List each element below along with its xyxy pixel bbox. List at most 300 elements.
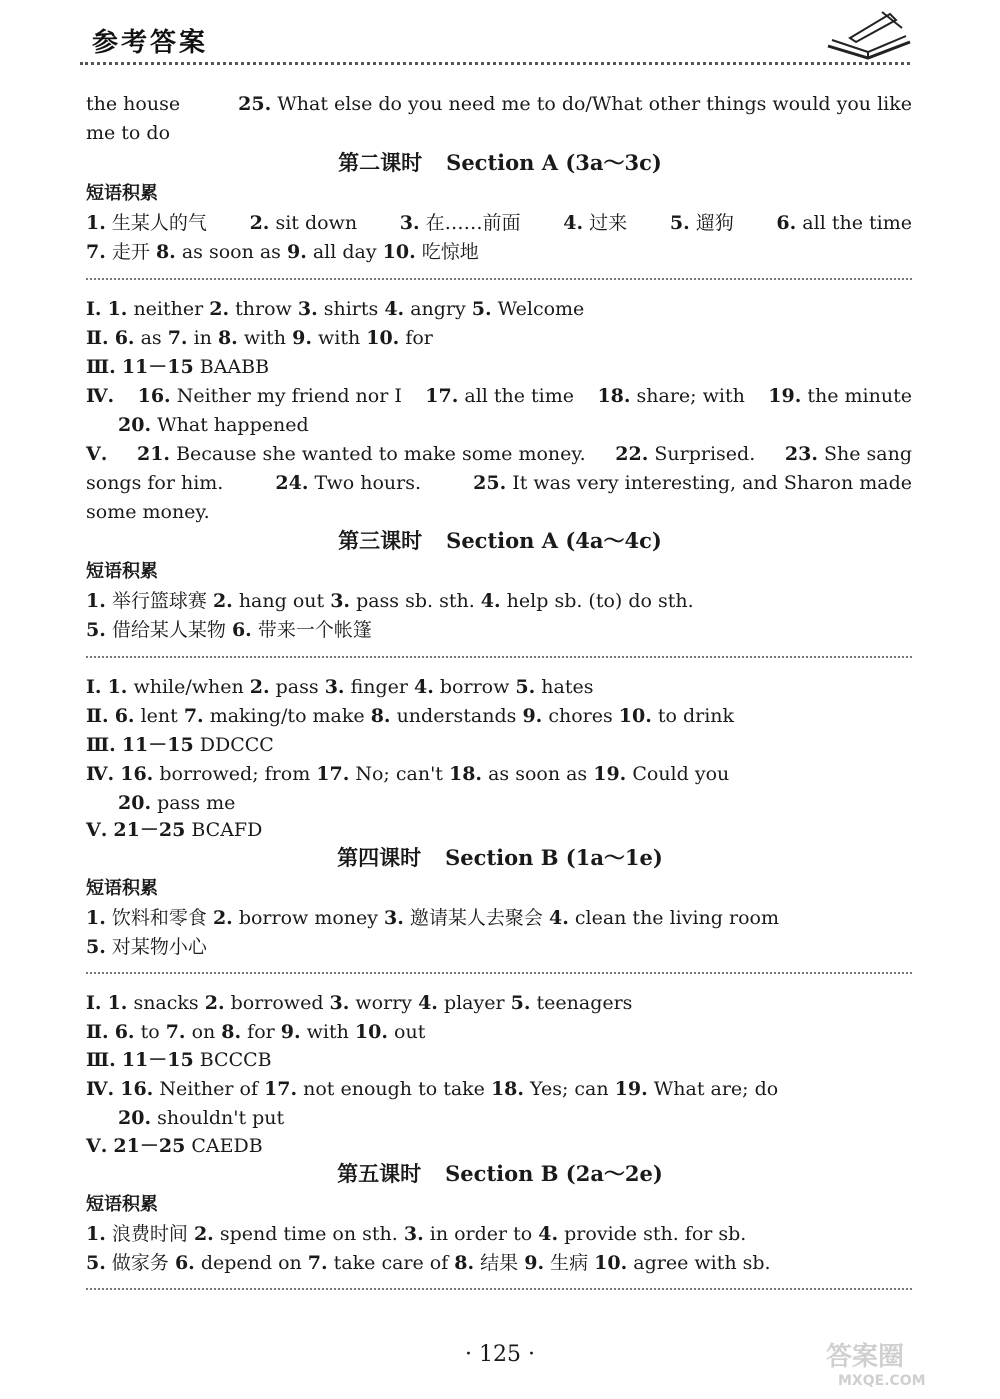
answer-item <box>120 1078 264 1100</box>
item-text: What else do you need me to do/What other things would you like <box>271 93 912 115</box>
item-text: What are; do <box>647 1078 779 1100</box>
answer-item <box>538 1223 746 1245</box>
section-title <box>0 1161 1000 1187</box>
item-text: 走开 <box>105 241 156 263</box>
item-number: 19. <box>768 385 802 407</box>
item-text: 对某物小心 <box>105 936 207 958</box>
item-text: the minute <box>801 385 912 407</box>
item-number: 20. <box>118 414 152 436</box>
item-number: 3. <box>324 676 345 698</box>
item-text: borrowed <box>224 992 330 1014</box>
item-text: BCAFD <box>185 819 263 841</box>
item-number: Ⅴ. <box>86 1135 108 1157</box>
item-number: 3. <box>297 298 318 320</box>
item-number: 1. <box>107 298 128 320</box>
answer-item <box>250 211 358 235</box>
item-number: 1. <box>86 1223 106 1245</box>
item-number: 2. <box>204 992 225 1014</box>
answer-item <box>86 471 223 495</box>
item-number: 17. <box>425 385 459 407</box>
answer-item <box>86 501 210 523</box>
answer-item <box>184 705 371 727</box>
item-text: teenagers <box>530 992 633 1014</box>
answer-item <box>209 298 298 320</box>
item-text: 做家务 <box>105 1252 175 1274</box>
item-number: 17. <box>264 1078 298 1100</box>
item-text: with <box>311 327 367 349</box>
answer-item <box>383 241 479 263</box>
item-number: 16. <box>120 1078 154 1100</box>
answer-item <box>118 792 235 814</box>
answer-item <box>330 590 481 612</box>
item-text: Because she wanted to make some money. <box>170 443 586 465</box>
answer-item <box>425 384 574 408</box>
item-number: 2. <box>209 298 230 320</box>
item-text: 在……前面 <box>419 212 521 234</box>
answer-item <box>404 1223 538 1245</box>
item-number: 21－25 <box>113 1135 186 1157</box>
answer-item <box>298 298 384 320</box>
item-number: 11－15 <box>121 734 194 756</box>
answer-line <box>86 326 912 350</box>
item-number: Ⅳ. <box>86 1078 115 1100</box>
item-text: making/to make <box>203 705 371 727</box>
phrase-label: 短语积累 <box>86 561 158 582</box>
item-number: 9. <box>522 705 543 727</box>
item-number: 4. <box>384 298 405 320</box>
answer-item <box>511 992 633 1014</box>
answer-item <box>473 471 912 495</box>
item-number: 8. <box>217 327 238 349</box>
answer-item <box>113 1135 262 1157</box>
item-number: 2. <box>212 590 233 612</box>
answer-line <box>86 935 912 959</box>
answer-item <box>384 298 471 320</box>
item-number: 16. <box>137 385 171 407</box>
answer-line <box>86 442 912 466</box>
answer-line <box>86 1222 912 1246</box>
answer-item <box>418 992 511 1014</box>
item-text: Surprised. <box>648 443 756 465</box>
item-number: Ⅱ. <box>86 705 109 727</box>
item-text: borrow <box>433 676 516 698</box>
answer-line <box>86 1077 912 1101</box>
item-text: while/when <box>127 676 250 698</box>
item-text: She sang <box>817 443 912 465</box>
lesson-label: 第四课时 <box>337 846 422 870</box>
answer-item <box>86 122 170 144</box>
answer-line <box>86 500 912 524</box>
item-text: for <box>241 1021 281 1043</box>
item-text: What happened <box>151 414 309 436</box>
item-text: 过来 <box>583 212 628 234</box>
answer-item <box>515 676 593 698</box>
item-number: 2. <box>193 1223 214 1245</box>
item-number: 19. <box>593 763 627 785</box>
item-number: Ⅳ. <box>86 763 115 785</box>
item-text: pass sb. sth. <box>350 590 481 612</box>
item-number: 9. <box>524 1252 545 1274</box>
lesson-label: 第二课时 <box>338 151 423 175</box>
item-text: 浪费时间 <box>105 1223 194 1245</box>
section-title <box>0 150 1000 176</box>
answer-item <box>156 241 287 263</box>
section-title <box>0 845 1000 871</box>
answer-line <box>86 618 912 642</box>
item-number: 2. <box>249 212 270 234</box>
answer-line <box>86 704 912 728</box>
answer-item <box>86 992 108 1014</box>
item-number: 17. <box>316 763 350 785</box>
item-number: 4. <box>563 212 584 234</box>
item-text: help sb. (to) do sth. <box>500 590 694 612</box>
item-number: 18. <box>448 763 483 785</box>
phrase-label: 短语积累 <box>86 1194 158 1215</box>
answer-item <box>115 705 184 727</box>
answer-item <box>86 1135 113 1157</box>
answer-item <box>221 1021 280 1043</box>
item-text: to <box>134 1021 166 1043</box>
item-text: Could you <box>626 763 730 785</box>
item-number: 21－25 <box>113 819 186 841</box>
answer-line <box>86 92 912 116</box>
item-text: 生病 <box>544 1252 595 1274</box>
answer-item <box>86 907 213 929</box>
item-number: 8. <box>454 1252 475 1274</box>
answer-item <box>166 1021 222 1043</box>
answer-line <box>86 1251 912 1275</box>
answer-line <box>86 211 912 235</box>
item-number: 9. <box>280 1021 301 1043</box>
item-text: Welcome <box>491 298 585 320</box>
answer-line <box>118 791 912 815</box>
item-number: 9. <box>286 241 307 263</box>
item-text: 遛狗 <box>689 212 734 234</box>
answer-item <box>281 1021 355 1043</box>
header-title: 参考答案 <box>92 28 209 58</box>
item-number: 10. <box>366 327 400 349</box>
item-number: 11－15 <box>121 356 194 378</box>
item-text: CAEDB <box>185 1135 263 1157</box>
item-text: me to do <box>86 122 171 144</box>
item-text: share; with <box>630 385 745 407</box>
answer-item <box>118 1107 284 1129</box>
answer-line <box>86 906 912 930</box>
answer-item <box>384 907 549 929</box>
answer-item <box>86 92 180 116</box>
answer-item <box>213 590 330 612</box>
item-number: Ⅱ. <box>86 327 109 349</box>
answer-line <box>86 675 912 699</box>
phrase-label: 短语积累 <box>86 183 158 204</box>
answer-line <box>86 297 912 321</box>
answer-line <box>86 355 912 379</box>
item-text: the house <box>86 93 181 115</box>
answer-item <box>218 327 292 349</box>
item-number: 5. <box>515 676 536 698</box>
section-label: Section B (1a～1e) <box>445 845 663 870</box>
answer-item <box>549 907 779 929</box>
item-text: pass <box>269 676 325 698</box>
answer-item <box>168 327 218 349</box>
book-pen-icon <box>820 8 916 62</box>
item-number: 20. <box>118 792 152 814</box>
item-text: out <box>387 1021 426 1043</box>
answer-line <box>86 762 912 786</box>
item-number: 25. <box>238 93 272 115</box>
answer-item <box>108 992 205 1014</box>
answer-item <box>86 1252 175 1274</box>
item-number: 1. <box>86 212 106 234</box>
item-number: 5. <box>86 619 106 641</box>
item-number: 7. <box>86 241 106 263</box>
answer-item <box>366 327 433 349</box>
item-number: 25. <box>473 472 507 494</box>
item-text: to drink <box>651 705 735 727</box>
item-number: 4. <box>548 907 569 929</box>
answer-item <box>593 763 729 785</box>
answer-item <box>316 763 449 785</box>
item-number: 9. <box>292 327 312 349</box>
item-text: in <box>187 327 218 349</box>
item-number: 3. <box>403 1223 424 1245</box>
item-text: with <box>237 327 293 349</box>
item-text: shouldn't put <box>151 1107 285 1129</box>
answer-line <box>86 240 912 264</box>
item-number: 8. <box>221 1021 242 1043</box>
item-number: 4. <box>418 992 438 1014</box>
item-text: hates <box>535 676 594 698</box>
item-text: provide sth. for sb. <box>558 1223 747 1245</box>
item-text: for <box>399 327 433 349</box>
item-number: 11－15 <box>121 1049 194 1071</box>
item-number: 19. <box>614 1078 648 1100</box>
phrase-label: 短语积累 <box>86 878 158 899</box>
answer-item <box>120 763 316 785</box>
answer-item <box>86 1049 122 1071</box>
answer-item <box>86 241 156 263</box>
answer-item <box>86 327 115 349</box>
item-text: neither <box>127 298 210 320</box>
item-text: lent <box>134 705 184 727</box>
answer-item <box>122 734 274 756</box>
answer-line <box>86 733 912 757</box>
answer-item <box>287 241 383 263</box>
answer-item <box>118 414 309 436</box>
answer-item <box>308 1252 455 1274</box>
item-text: clean the living room <box>568 907 779 929</box>
item-number: 20. <box>118 1107 152 1129</box>
item-number: 4. <box>414 676 434 698</box>
answer-item <box>194 1223 404 1245</box>
header-divider <box>80 62 910 65</box>
item-number: 1. <box>107 992 128 1014</box>
answer-item <box>232 619 372 641</box>
answer-item <box>86 619 232 641</box>
item-number: Ⅰ. <box>86 298 102 320</box>
answer-item <box>619 705 734 727</box>
item-text: all the time <box>458 385 575 407</box>
answer-item <box>776 211 912 235</box>
item-text: player <box>437 992 511 1014</box>
item-number: 18. <box>490 1078 525 1100</box>
answer-item <box>86 442 107 466</box>
item-text: 带来一个帐篷 <box>251 619 372 641</box>
answer-item <box>615 1078 779 1100</box>
item-number: 7. <box>183 705 204 727</box>
dotted-divider <box>86 656 912 658</box>
answer-line <box>86 384 912 408</box>
item-number: Ⅲ. <box>86 734 116 756</box>
item-number: 1. <box>86 907 106 929</box>
item-number: 10. <box>354 1021 388 1043</box>
item-number: 10. <box>382 241 416 263</box>
item-number: Ⅱ. <box>86 1021 109 1043</box>
item-number: 2. <box>249 676 270 698</box>
item-number: Ⅰ. <box>86 676 102 698</box>
item-text: songs for him. <box>86 472 224 494</box>
item-number: 4. <box>480 590 501 612</box>
answer-line <box>86 471 912 495</box>
item-number: 7. <box>167 327 188 349</box>
item-number: 6. <box>174 1252 195 1274</box>
answer-item <box>86 676 108 698</box>
answer-item <box>670 211 734 235</box>
answer-item <box>615 442 755 466</box>
item-text: snacks <box>127 992 205 1014</box>
item-text: Yes; can <box>524 1078 615 1100</box>
item-text: 结果 <box>474 1252 525 1274</box>
answer-item <box>86 1078 120 1100</box>
item-text: understands <box>390 705 523 727</box>
item-number: 1. <box>86 590 106 612</box>
answer-item <box>400 211 521 235</box>
item-number: 5. <box>471 298 492 320</box>
item-text: chores <box>542 705 619 727</box>
item-text: angry <box>404 298 472 320</box>
answer-item <box>175 1252 308 1274</box>
answer-item <box>86 384 114 408</box>
answer-item <box>472 298 585 320</box>
item-text: all the time <box>796 212 912 234</box>
answer-item <box>86 1223 194 1245</box>
answer-item <box>86 936 207 958</box>
item-number: 3. <box>399 212 420 234</box>
answer-item <box>454 1252 524 1274</box>
item-text: 举行篮球赛 <box>105 590 213 612</box>
item-text: take care of <box>327 1252 455 1274</box>
item-number: Ⅴ. <box>86 819 108 841</box>
answer-line <box>118 1106 912 1130</box>
item-text: as <box>134 327 168 349</box>
item-number: 3. <box>384 907 404 929</box>
answer-item <box>330 992 419 1014</box>
item-number: Ⅴ. <box>86 443 108 465</box>
item-number: 6. <box>114 327 135 349</box>
answer-item <box>137 442 586 466</box>
answer-line <box>86 1020 912 1044</box>
item-number: 4. <box>538 1223 559 1245</box>
item-text: in order to <box>423 1223 539 1245</box>
item-number: 21. <box>136 443 171 465</box>
answer-item <box>86 356 122 378</box>
answer-item <box>113 819 262 841</box>
item-number: 6. <box>231 619 252 641</box>
item-text: DDCCC <box>193 734 274 756</box>
lesson-label: 第五课时 <box>337 1162 422 1186</box>
answer-line <box>86 589 912 613</box>
answer-item <box>138 384 402 408</box>
answer-item <box>597 384 744 408</box>
item-number: 18. <box>597 385 631 407</box>
item-number: 5. <box>86 1252 106 1274</box>
item-text: not enough to take <box>297 1078 491 1100</box>
item-text: No; can't <box>349 763 449 785</box>
item-text: as soon as <box>482 763 594 785</box>
item-text: on <box>185 1021 222 1043</box>
item-text: 吃惊地 <box>415 241 479 263</box>
item-text: spend time on sth. <box>213 1223 404 1245</box>
answer-line <box>86 1134 912 1158</box>
svg-text:MXQE.COM: MXQE.COM <box>838 1373 926 1389</box>
item-text: agree with sb. <box>627 1252 771 1274</box>
answer-item <box>86 763 120 785</box>
item-number: 10. <box>618 705 652 727</box>
answer-item <box>325 676 414 698</box>
item-text: with <box>300 1021 355 1043</box>
item-number: 5. <box>86 936 106 958</box>
answer-item <box>292 327 366 349</box>
answer-item <box>355 1021 425 1043</box>
item-number: 23. <box>784 443 818 465</box>
item-text: hang out <box>232 590 331 612</box>
answer-item <box>108 676 250 698</box>
page-number: · 125 · <box>465 1342 535 1367</box>
item-number: 7. <box>307 1252 328 1274</box>
watermark-logo <box>818 1335 968 1390</box>
answer-item <box>264 1078 491 1100</box>
answer-item <box>563 211 627 235</box>
item-text: depend on <box>194 1252 308 1274</box>
item-text: some money. <box>86 501 210 523</box>
item-number: 5. <box>669 212 690 234</box>
answer-item <box>86 298 108 320</box>
item-number: Ⅲ. <box>86 1049 116 1071</box>
dotted-divider <box>86 278 912 280</box>
answer-item <box>481 590 694 612</box>
item-text: borrowed; from <box>153 763 317 785</box>
item-text: 生某人的气 <box>105 212 207 234</box>
item-number: 8. <box>155 241 176 263</box>
item-text: as soon as <box>175 241 287 263</box>
item-number: 1. <box>107 676 128 698</box>
section-label: Section B (2a～2e) <box>445 1161 663 1186</box>
answer-item <box>213 907 384 929</box>
answer-item <box>522 705 618 727</box>
answer-item <box>238 92 912 116</box>
answer-item <box>275 471 421 495</box>
item-number: Ⅳ. <box>86 385 115 407</box>
section-title <box>0 528 1000 554</box>
answer-item <box>205 992 330 1014</box>
answer-item <box>122 1049 272 1071</box>
item-number: 8. <box>370 705 391 727</box>
answer-item <box>250 676 325 698</box>
item-text: BCCCB <box>193 1049 272 1071</box>
item-number: 24. <box>275 472 309 494</box>
item-number: 10. <box>594 1252 628 1274</box>
item-text: BAABB <box>193 356 270 378</box>
